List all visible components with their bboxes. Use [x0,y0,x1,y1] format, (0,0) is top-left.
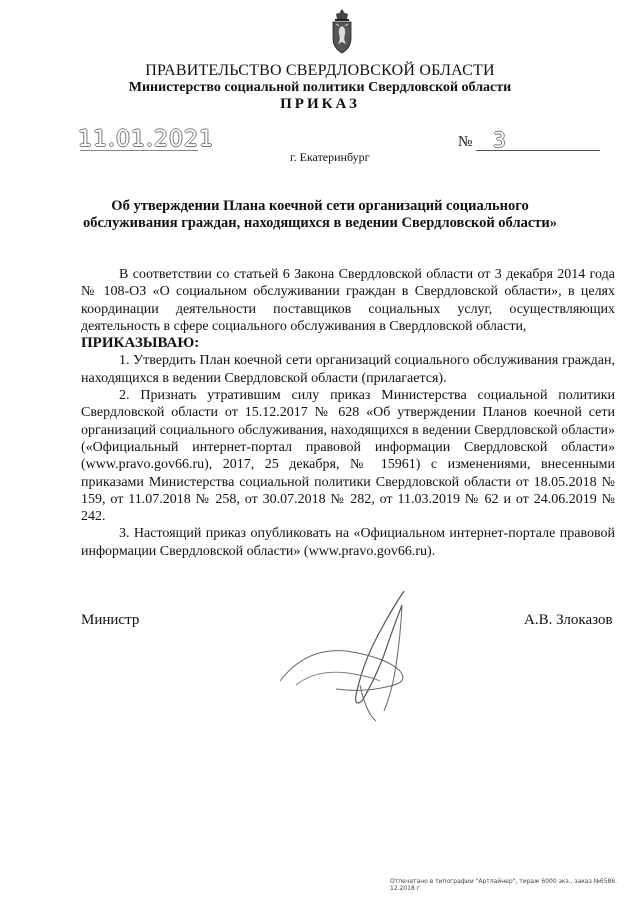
ministry-name: Министерство социальной политики Свердловской области [128,80,512,95]
preamble: В соответствии со статьей 6 Закона Свердловской области от 3 декабря 2014 года № 108-ОЗ «О социальном обслуживании граждан в Свердловской области», в целях координации деятельности поставщиков социальных услуг, осуществляющих деятельность в сфере социального обслуживания в Свердловской области, [81,267,615,334]
order-word: ПРИКАЗЫВАЮ: [81,335,200,352]
title-line: обслуживания граждан, находящихся в ведении Свердловской области» [83,215,557,231]
print-footer: Отпечатано в типографии "Артлайнер", тираж 6000 экз., заказ №6586. 12.2018 г [390,878,618,892]
order-number: 3 [493,128,506,152]
signer-name: А.В. Злоказов [524,612,613,628]
order-item: 1. Утвердить План коечной сети организаций социального обслуживания граждан, находящихся в ведении Свердловской области (прилагается). [81,353,615,386]
coat-of-arms-emblem [330,8,354,54]
title-line: Об утверждении Плана коечной сети организаций социального [111,198,529,214]
number-label: № [458,134,473,150]
date-underline [80,150,198,151]
city: г. Екатеринбург [290,150,370,164]
document-body [81,266,615,560]
order-item: 2. Признать утратившим силу приказ Министерства социальной политики Свердловской области от 15.12.2017 № 628 «Об утверждении Планов коечной сети организаций социального обслуживания, находящихся в ведении Свердловской области» («Официальный интернет-портал правовой информации Свердловской области» (www.pravo.gov66.ru), 2017, 25 декабря, № 15961) с изменениями, внесенными приказами Министерства социальной политики Свердловской области от 18.05.2018 № 159, от 11.07.2018 № 258, от 30.07.2018 № 282, от 11.03.2019 № 62 и от 24.06.2019 № 242. [81,388,615,525]
document-type: ПРИКАЗ [280,96,360,112]
order-item: 3. Настоящий приказ опубликовать на «Официальном интернет-портале правовой информации Свердловской области» (www.pravo.gov66.ru). [81,526,615,559]
government-name: ПРАВИТЕЛЬСТВО СВЕРДЛОВСКОЙ ОБЛАСТИ [145,62,495,79]
order-date: 11.01.2021 [78,127,214,152]
signer-position: Министр [81,612,140,628]
handwritten-signature [276,585,446,725]
document-title [0,198,640,232]
number-underline [476,150,600,151]
